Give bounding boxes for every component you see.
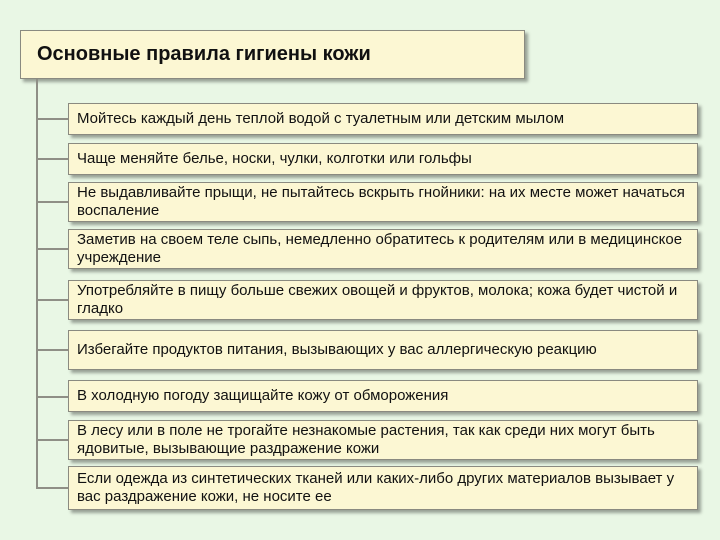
connector-branch [36, 158, 68, 160]
connector-branch [36, 349, 68, 351]
rule-box: Заметив на своем теле сыпь, немедленно обратитесь к родителям или в медицинское учреждение [68, 229, 698, 269]
connector-trunk [36, 79, 38, 489]
connector-branch [36, 299, 68, 301]
connector-branch [36, 487, 68, 489]
diagram-title: Основные правила гигиены кожи [20, 30, 525, 79]
rule-box: Чаще меняйте белье, носки, чулки, колготки или гольфы [68, 143, 698, 175]
connector-branch [36, 201, 68, 203]
rule-box: Мойтесь каждый день теплой водой с туалетным или детским мылом [68, 103, 698, 135]
rule-box: В лесу или в поле не трогайте незнакомые растения, так как среди них могут быть ядовитые, вызывающие раздражение кожи [68, 420, 698, 460]
rule-box: Если одежда из синтетических тканей или каких-либо других материалов вызывает у вас раздражение кожи, не носите ее [68, 466, 698, 510]
rule-box: Не выдавливайте прыщи, не пытайтесь вскрыть гнойники: на их месте может начаться воспаление [68, 182, 698, 222]
connector-branch [36, 118, 68, 120]
rule-box: В холодную погоду защищайте кожу от обморожения [68, 380, 698, 412]
rule-box: Избегайте продуктов питания, вызывающих у вас аллергическую реакцию [68, 330, 698, 370]
connector-branch [36, 396, 68, 398]
connector-branch [36, 439, 68, 441]
connector-branch [36, 248, 68, 250]
rule-box: Употребляйте в пищу больше свежих овощей и фруктов, молока; кожа будет чистой и гладко [68, 280, 698, 320]
